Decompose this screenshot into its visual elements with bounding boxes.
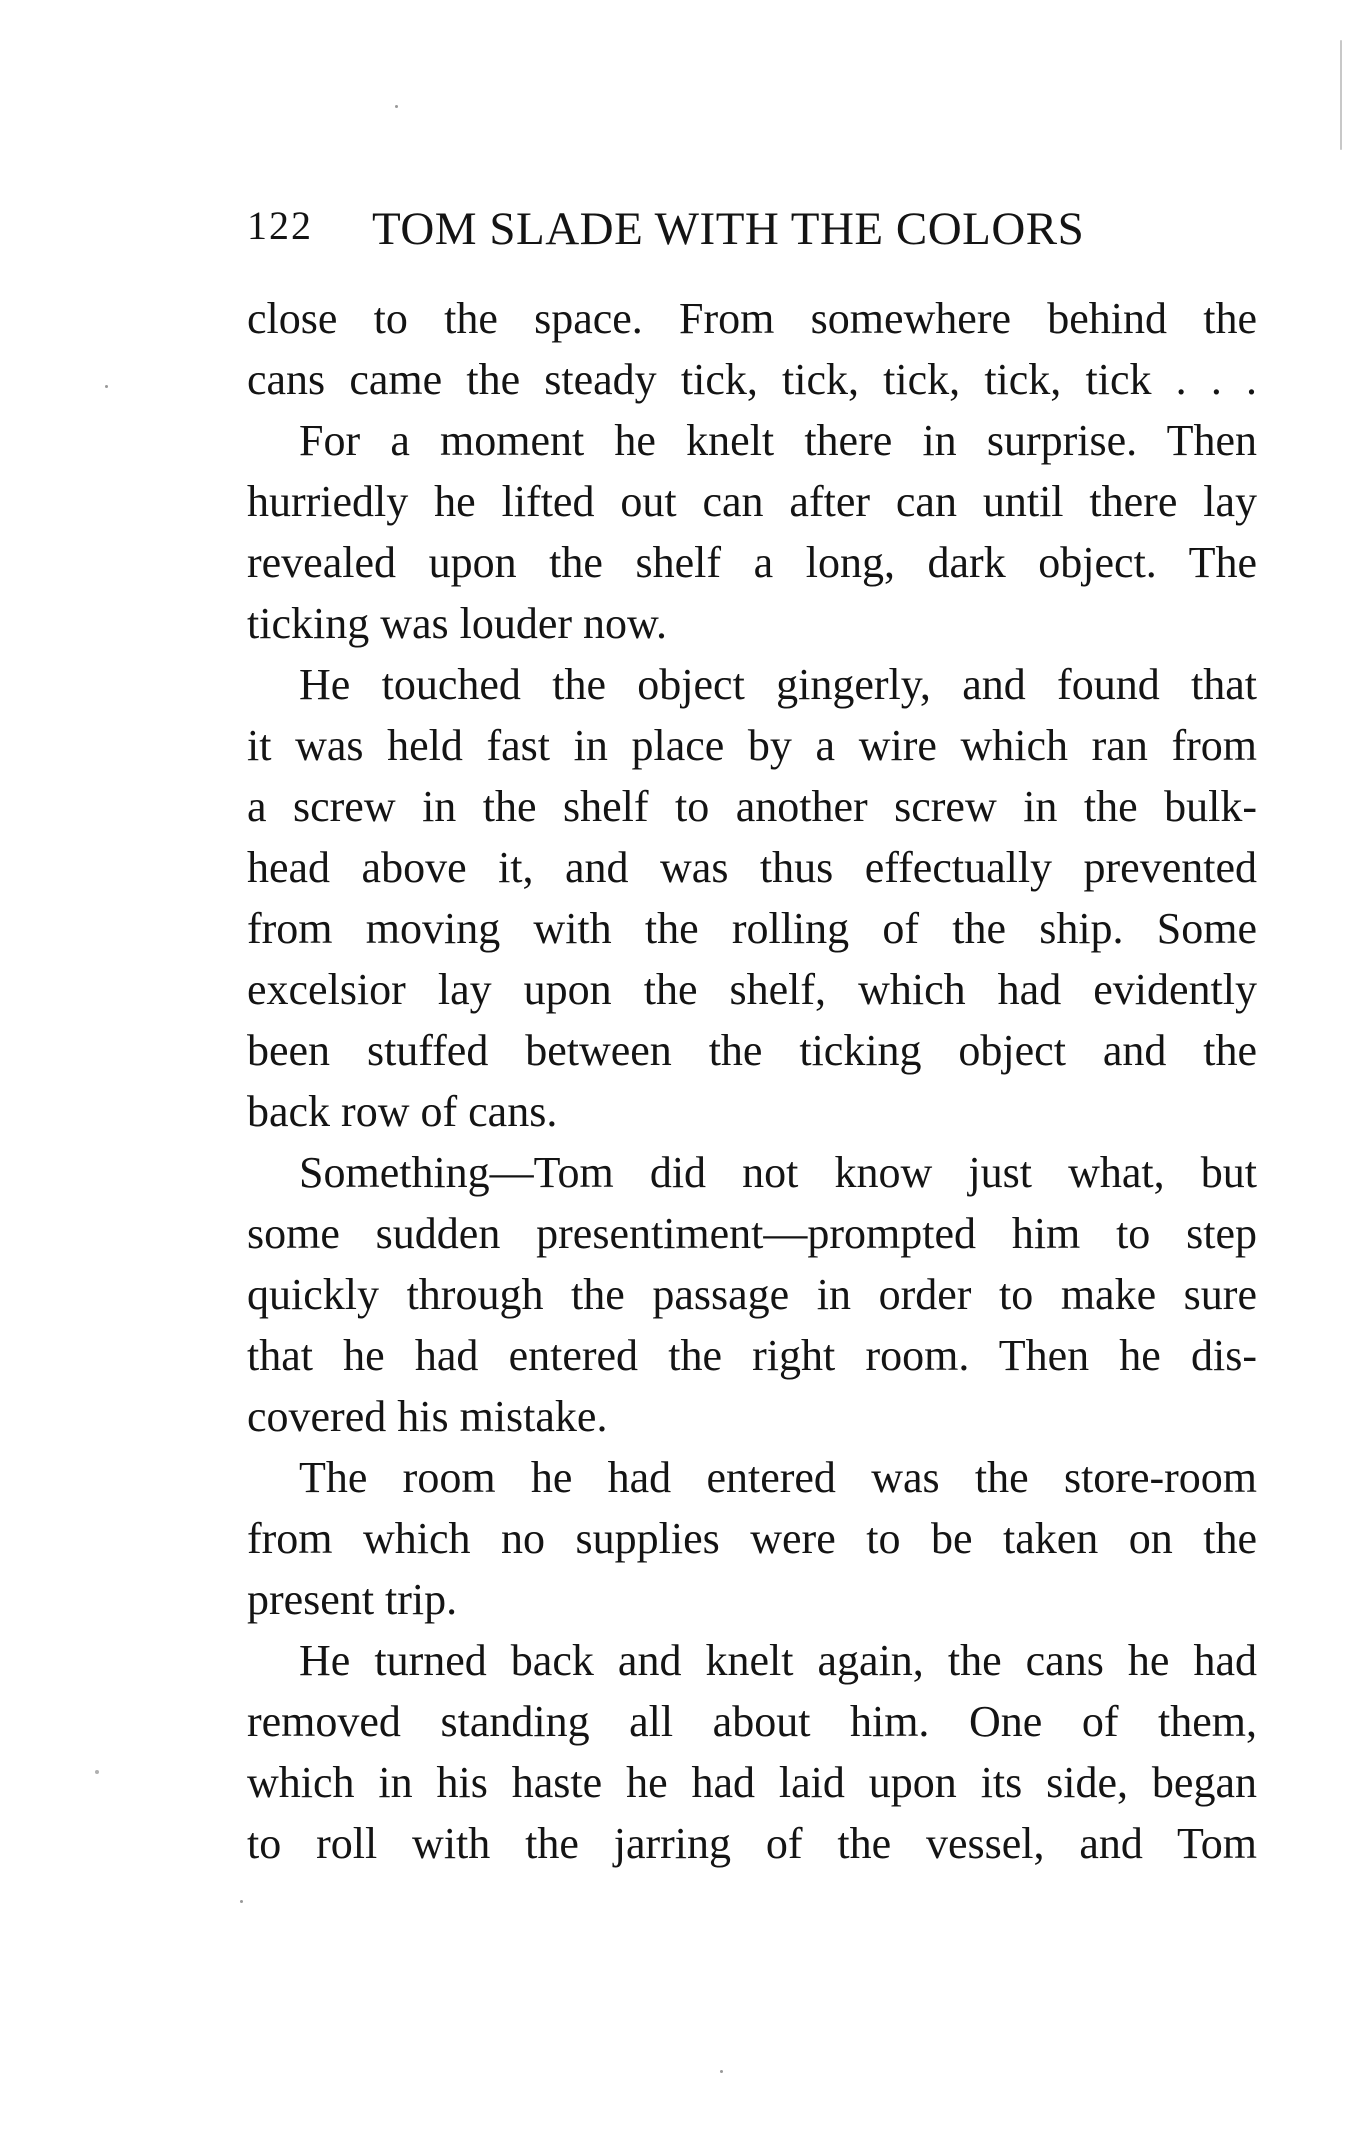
paper-speck	[395, 105, 398, 108]
paper-speck	[240, 1900, 243, 1903]
text-line: He turned back and knelt again, the cans he had	[299, 1636, 1257, 1685]
text-line: quickly through the passage in order to make sure	[247, 1270, 1257, 1319]
text-line: to roll with the jarring of the vessel, and Tom	[247, 1819, 1257, 1868]
text-line: that he had entered the right room. Then he dis-	[247, 1331, 1257, 1380]
page-header	[247, 202, 1207, 272]
text-line: from moving with the rolling of the ship. Some	[247, 904, 1257, 953]
text-line: been stuffed between the ticking object and the	[247, 1026, 1257, 1075]
text-line: head above it, and was thus effectually prevented	[247, 843, 1257, 892]
text-line: excelsior lay upon the shelf, which had evidently	[247, 965, 1257, 1014]
text-line: For a moment he knelt there in surprise. Then	[299, 416, 1257, 465]
text-line: removed standing all about him. One of them,	[247, 1697, 1257, 1746]
text-line: Something—Tom did not know just what, but	[299, 1148, 1257, 1197]
text-line: He touched the object gingerly, and found that	[299, 660, 1257, 709]
paper-speck	[105, 385, 108, 388]
text-line: which in his haste he had laid upon its side, began	[247, 1758, 1257, 1807]
text-line: present trip.	[247, 1575, 458, 1624]
page-number: 122	[247, 203, 313, 248]
scan-edge-mark	[1340, 40, 1342, 150]
text-line: from which no supplies were to be taken on the	[247, 1514, 1257, 1563]
text-line: close to the space. From somewhere behind the	[247, 294, 1257, 343]
running-title: TOM SLADE WITH THE COLORS	[372, 203, 1085, 255]
text-line: ticking was louder now.	[247, 599, 667, 648]
text-line: hurriedly he lifted out can after can until there lay	[247, 477, 1257, 526]
text-line: cans came the steady tick, tick, tick, tick, tick . . .	[247, 355, 1257, 404]
text-line: covered his mistake.	[247, 1392, 608, 1441]
text-line: a screw in the shelf to another screw in the bulk-	[247, 782, 1257, 831]
text-line: revealed upon the shelf a long, dark object. The	[247, 538, 1257, 587]
paper-speck	[95, 1770, 99, 1774]
text-line: some sudden presentiment—prompted him to step	[247, 1209, 1257, 1258]
text-line: The room he had entered was the store-room	[299, 1453, 1257, 1502]
text-line: it was held fast in place by a wire which ran from	[247, 721, 1257, 770]
paper-speck	[720, 2070, 723, 2073]
text-line: back row of cans.	[247, 1087, 558, 1136]
